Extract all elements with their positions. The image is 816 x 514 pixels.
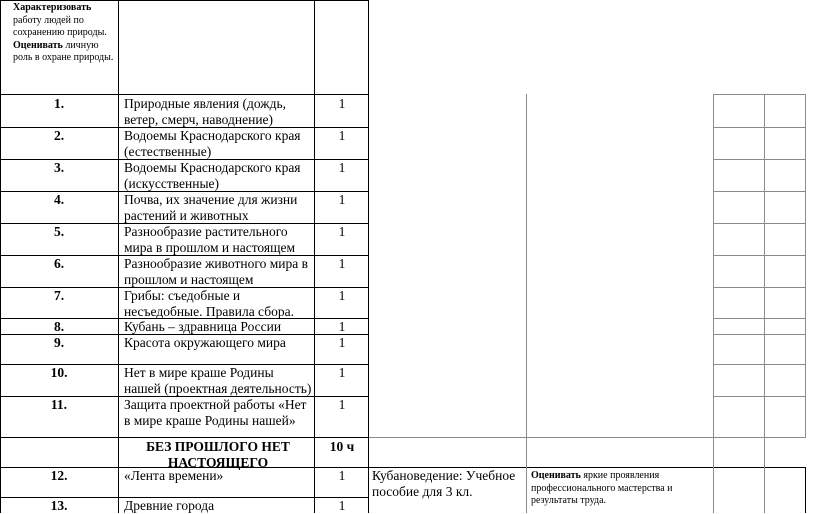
row-number: 4. bbox=[53, 192, 65, 207]
header-verb-1: Характеризовать bbox=[13, 2, 92, 13]
activity-text bbox=[531, 470, 711, 508]
row-hours: 1 bbox=[338, 128, 346, 143]
header-cell bbox=[13, 2, 116, 65]
row-number: 3. bbox=[53, 160, 65, 175]
row-topic: Разнообразие животного мира в прошлом и настоящем bbox=[124, 256, 308, 287]
row-number: 11. bbox=[50, 397, 68, 412]
row-hours: 1 bbox=[338, 256, 346, 271]
row-number: 7. bbox=[53, 288, 65, 303]
row-topic: Природные явления (дождь, ветер, смерч, наводнение) bbox=[124, 96, 287, 127]
activity-verb: Оценивать bbox=[531, 470, 581, 481]
row-hours: 1 bbox=[338, 192, 346, 207]
row-number: 10. bbox=[50, 365, 68, 380]
table-rule bbox=[368, 437, 806, 438]
table-rule bbox=[713, 94, 714, 513]
table-rule bbox=[118, 0, 119, 513]
row-number: 2. bbox=[53, 128, 65, 143]
table-rule bbox=[0, 0, 368, 1]
row-hours: 1 bbox=[338, 397, 346, 412]
row-number: 6. bbox=[53, 256, 65, 271]
header-text-1: работу людей по сохранению природы. bbox=[13, 14, 107, 38]
row-hours: 1 bbox=[338, 96, 346, 111]
row-hours: 1 bbox=[338, 498, 346, 513]
table-rule bbox=[713, 127, 806, 128]
table-rule bbox=[764, 94, 765, 513]
row-topic: Кубань – здравница России bbox=[124, 319, 282, 334]
header-text-2: личную роль в охране природы. bbox=[13, 39, 114, 63]
header-verb-2: Оценивать bbox=[13, 39, 63, 51]
table-rule bbox=[713, 94, 806, 95]
table-rule bbox=[713, 223, 806, 224]
row-hours: 1 bbox=[338, 319, 346, 334]
row-topic: Водоемы Краснодарского края (естественные) bbox=[124, 128, 301, 159]
row-hours: 1 bbox=[338, 160, 346, 175]
table-rule bbox=[713, 396, 806, 397]
row-hours: 1 bbox=[338, 224, 346, 239]
table-rule bbox=[526, 94, 527, 513]
table-rule bbox=[805, 94, 806, 437]
table-rule bbox=[0, 437, 368, 438]
table-rule bbox=[0, 94, 368, 95]
row-topic: Грибы: съедобные и несъедобные. Правила сбора. bbox=[124, 288, 294, 319]
table-rule bbox=[713, 334, 806, 335]
row-topic: Красота окружающего мира bbox=[124, 335, 286, 350]
row-number: 1. bbox=[53, 96, 65, 111]
table-rule bbox=[713, 159, 806, 160]
row-topic: Древние города bbox=[124, 498, 215, 513]
table-rule bbox=[713, 364, 806, 365]
row-topic: Нет в мире краше Родины нашей (проектная деятельность) bbox=[124, 365, 312, 396]
row-number: 12. bbox=[50, 468, 68, 483]
row-topic: Почва, их значение для жизни растений и животных bbox=[124, 192, 298, 223]
row-topic: Водоемы Краснодарского края (искусственные) bbox=[124, 160, 301, 191]
row-number: 8. bbox=[53, 319, 65, 334]
table-rule bbox=[713, 287, 806, 288]
table-rule bbox=[805, 467, 806, 513]
table-rule bbox=[713, 191, 806, 192]
row-topic: Разнообразие растительного мира в прошлом и настоящем bbox=[124, 224, 296, 255]
table-rule bbox=[713, 255, 806, 256]
row-hours: 1 bbox=[338, 365, 346, 380]
activity-rest: яркие проявления профессионального мастерства и результаты труда. bbox=[531, 470, 673, 506]
table-rule bbox=[368, 0, 369, 513]
row-number: 13. bbox=[50, 498, 68, 513]
row-hours: 1 bbox=[338, 468, 346, 483]
row-hours: 1 bbox=[338, 288, 346, 303]
row-hours: 1 bbox=[338, 335, 346, 350]
table-rule bbox=[314, 0, 315, 513]
section-hours: 10 ч bbox=[329, 439, 355, 454]
row-topic: «Лента времени» bbox=[124, 468, 224, 483]
row-topic: Защита проектной работы «Нет в мире краше Родины нашей» bbox=[124, 397, 307, 428]
resource-text: Кубановедение: Учебное пособие для 3 кл. bbox=[372, 468, 516, 499]
row-number: 9. bbox=[53, 335, 65, 350]
section-title: БЕЗ ПРОШЛОГО НЕТ НАСТОЯЩЕГО bbox=[146, 439, 290, 470]
row-number: 5. bbox=[53, 224, 65, 239]
table-rule bbox=[713, 318, 806, 319]
